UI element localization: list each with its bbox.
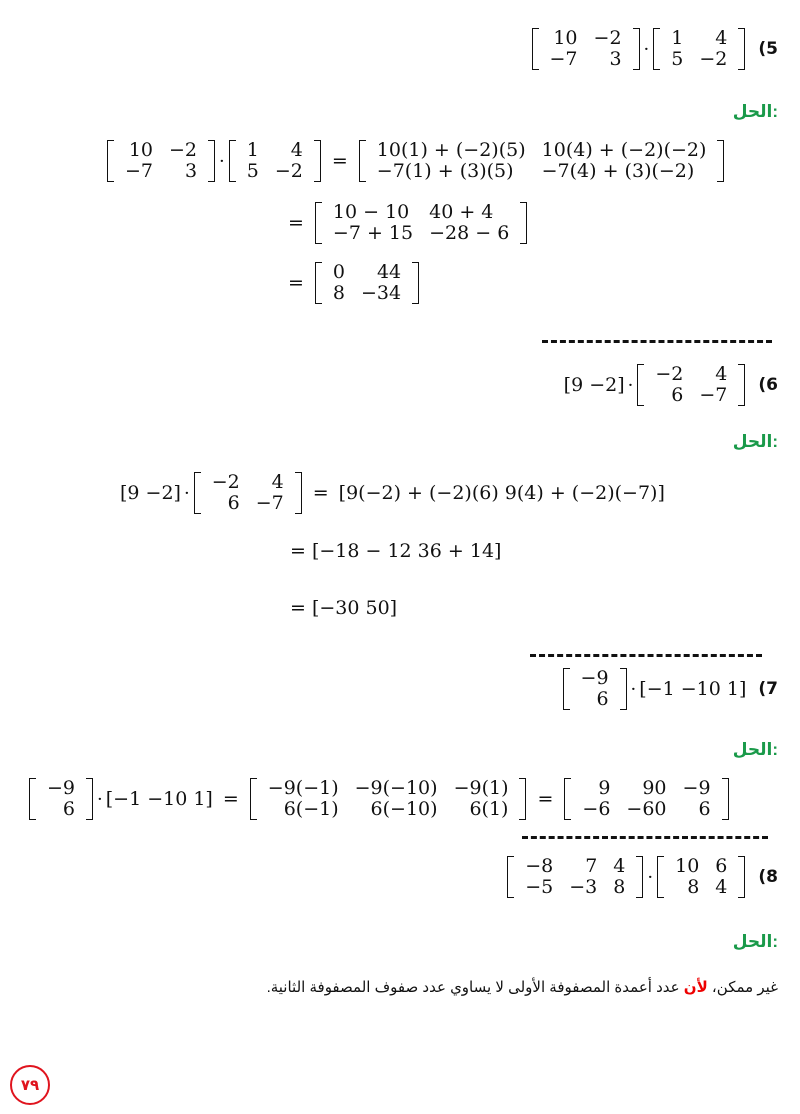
matrix-entry: 6	[62, 798, 76, 820]
q7-problem: −9 6 · [−1 −10 1] (7	[562, 668, 778, 710]
matrix-entry: −7	[699, 384, 728, 406]
matrix-entry: 4	[715, 876, 728, 898]
page-number: ٧٩	[10, 1065, 50, 1105]
q5-solution-label: الحل:	[732, 102, 778, 121]
q5-expansion: 10 −2 −7 3 · 1 4 5 −2 = 10(1) + (−2)(5) 10(4) + (−2)(−2) −7(1) + (3)(5) −7(4) + (3)(−2)	[106, 140, 725, 182]
q5-number: (5	[758, 39, 778, 59]
matrix-entry: −5	[525, 876, 554, 898]
matrix-entry: 5	[671, 48, 684, 70]
matrix-entry: −9	[47, 777, 76, 799]
matrix-entry: −7	[549, 48, 578, 70]
matrix-entry: −2	[655, 363, 684, 385]
q5-result: = 0 44 8 −34	[278, 262, 420, 304]
matrix-entry: 0	[332, 261, 346, 283]
matrix-cells	[201, 472, 295, 514]
matrix-entry: 6	[596, 688, 609, 710]
matrix-entry: 1	[246, 139, 259, 161]
matrix-entry: −2	[211, 471, 240, 493]
matrix-entry: −6	[582, 798, 611, 820]
q5-matrix-b	[653, 28, 745, 70]
matrix-cells	[236, 140, 314, 182]
matrix-cells	[322, 202, 520, 244]
q6-step2: = [−18 − 12 36 + 14]	[290, 540, 502, 562]
matrix-entry: 4	[715, 27, 728, 49]
matrix-cells	[570, 668, 620, 710]
matrix-cells	[322, 262, 412, 304]
matrix-entry: 9	[598, 777, 611, 799]
matrix-entry: 6	[698, 798, 711, 820]
matrix-entry: 6(−1)	[283, 798, 339, 820]
matrix-entry: 7	[585, 855, 598, 877]
q8-problem: −8 7 4 −5 −3 8 · 10 6 8 4 (8	[506, 856, 778, 898]
matrix-entry: 6	[227, 492, 240, 514]
q5-matrix-a	[532, 28, 640, 70]
separator	[522, 836, 768, 839]
matrix-entry: 6	[671, 384, 684, 406]
matrix-entry: −7(4) + (3)(−2)	[541, 160, 695, 182]
matrix-entry: 10	[128, 139, 154, 161]
matrix-entry: 4	[290, 139, 303, 161]
matrix-entry: −2	[593, 27, 622, 49]
matrix-entry: 8	[613, 876, 626, 898]
matrix-cells	[539, 28, 633, 70]
q8-answer: غير ممكن، لأن عدد أعمدة المصفوفة الأولى لا يساوي عدد صفوف المصفوفة الثانية.	[266, 979, 778, 996]
matrix-entry: −9(−10)	[354, 777, 438, 799]
matrix-entry: −2	[274, 160, 303, 182]
matrix-entry: 6(−10)	[370, 798, 438, 820]
matrix-cells	[114, 140, 208, 182]
matrix-entry: −60	[626, 798, 667, 820]
matrix-entry: 6	[715, 855, 728, 877]
matrix-entry: −9	[682, 777, 711, 799]
matrix-entry: 8	[332, 282, 346, 304]
matrix-entry: 10	[675, 855, 700, 877]
matrix-cells	[644, 364, 738, 406]
matrix-entry: 3	[609, 48, 622, 70]
q8-solution-label: الحل:	[732, 932, 778, 951]
matrix-entry: −28 − 6	[429, 222, 510, 244]
q6-expansion: [9 −2] · −2 4 6 −7 = [9(−2) + (−2)(6) 9(4) + (−2)(−7)]	[120, 471, 665, 514]
matrix-entry: −7(1) + (3)(5)	[376, 160, 514, 182]
matrix-entry: 6(1)	[469, 798, 509, 820]
matrix-cells	[366, 140, 718, 182]
matrix-entry: −9(−1)	[267, 777, 339, 799]
matrix-cells	[36, 778, 86, 820]
q5-problem: 10 −2 −7 3 · 1 4 5 −2 (5	[531, 28, 778, 70]
matrix-entry: 4	[271, 471, 284, 493]
matrix-entry: −9	[580, 667, 609, 689]
matrix-entry: 40 + 4	[429, 201, 494, 223]
separator	[530, 654, 762, 657]
matrix-entry: −3	[569, 876, 598, 898]
matrix-entry: −2	[699, 48, 728, 70]
q6-result: = [−30 50]	[290, 597, 398, 619]
q7-solution-label: الحل:	[732, 740, 778, 759]
matrix-entry: −2	[169, 139, 198, 161]
matrix-entry: 10 − 10	[332, 201, 410, 223]
matrix-entry: 90	[642, 777, 667, 799]
matrix-entry: 10(1) + (−2)(5)	[376, 139, 526, 161]
matrix-entry: −9(1)	[453, 777, 509, 799]
separator	[542, 340, 772, 343]
matrix-entry: 3	[184, 160, 198, 182]
matrix-cells	[571, 778, 721, 820]
q5-step2: = 10 − 10 40 + 4 −7 + 15 −28 − 6	[278, 202, 528, 244]
matrix-cells	[514, 856, 636, 898]
matrix-entry: −7	[125, 160, 154, 182]
matrix-entry: −7	[255, 492, 284, 514]
matrix-cells	[257, 778, 520, 820]
q6-problem: [9 −2] · −2 4 6 −7 (6	[563, 363, 778, 406]
matrix-entry: 1	[671, 27, 684, 49]
matrix-entry: 5	[246, 160, 259, 182]
matrix-entry: 4	[715, 363, 728, 385]
matrix-cells	[660, 28, 738, 70]
matrix-cells	[664, 856, 738, 898]
matrix-entry: 10	[553, 27, 578, 49]
matrix-entry: −34	[361, 282, 402, 304]
matrix-entry: 8	[687, 876, 700, 898]
q5-expanded-matrix	[359, 140, 725, 182]
q6-solution-label: الحل:	[732, 432, 778, 451]
matrix-entry: 44	[376, 261, 402, 283]
matrix-entry: −7 + 15	[332, 222, 414, 244]
q7-expansion: −9 6 · [−1 −10 1] = −9(−1) −9(−10) −9(1) 6(−1) 6(−10) 6(1) = 9 90 −9 −6 −60 6	[28, 778, 730, 820]
matrix-entry: −8	[525, 855, 554, 877]
matrix-entry: 4	[613, 855, 626, 877]
matrix-entry: 10(4) + (−2)(−2)	[541, 139, 707, 161]
